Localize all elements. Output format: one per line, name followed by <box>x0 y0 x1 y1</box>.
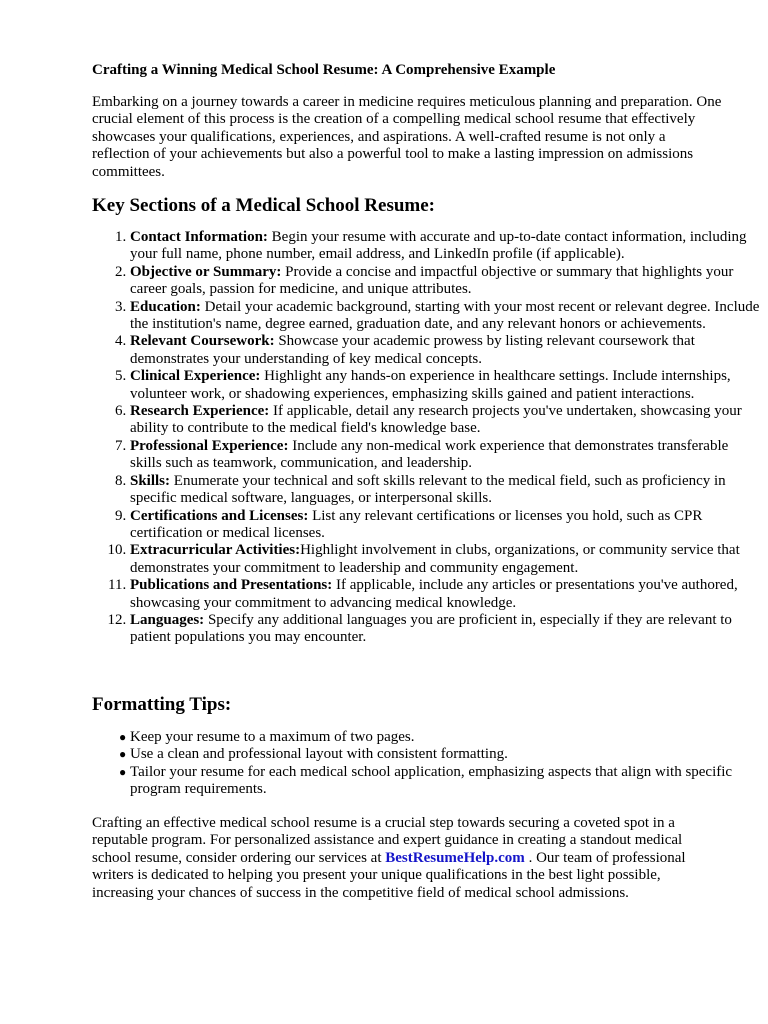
bestresumehelp-link[interactable]: BestResumeHelp.com <box>385 849 525 866</box>
document-title: Crafting a Winning Medical School Resume: A Comprehensive Example <box>92 62 556 78</box>
item-text: Provide a concise and impactful objective or summary that highlights your career goals, passion for medicine, and unique attributes. <box>130 263 734 298</box>
formatting-tips-list <box>92 729 760 799</box>
item-term: Professional Experience: <box>130 437 289 454</box>
item-text: Highlight involvement in clubs, organizations, or community service that demonstrates your commitment to leadership and community engagement. <box>130 542 740 576</box>
item-text: Begin your resume with accurate and up-to-date contact information, including your full name, phone number, email address, and LinkedIn profile (if applicable). <box>130 229 747 263</box>
item-term: Languages: <box>130 611 205 628</box>
list-item <box>130 333 760 368</box>
list-item <box>119 763 760 799</box>
item-text: If applicable, detail any research projects you've undertaken, showcasing your ability to contribute to the medical field's knowledge base. <box>130 403 742 437</box>
item-term: Skills: <box>130 472 171 489</box>
closing-paragraph <box>92 815 722 902</box>
formatting-tips-heading: Formatting Tips: <box>92 694 232 715</box>
tip-text: Use a clean and professional layout with consistent formatting. <box>130 746 508 763</box>
item-term: Certifications and Licenses: <box>130 507 309 524</box>
list-item <box>130 473 760 508</box>
item-text: Detail your academic background, starting with your most recent or relevant degree. Include the institution's name, degree earned, graduation date, and any relevant honors or achievements. <box>130 298 760 333</box>
key-sections-heading: Key Sections of a Medical School Resume: <box>92 195 436 216</box>
list-item <box>119 729 760 746</box>
item-term: Clinical Experience: <box>130 368 261 385</box>
item-term: Relevant Coursework: <box>130 333 275 350</box>
list-item <box>130 577 760 612</box>
list-item <box>119 746 760 763</box>
tip-text: Tailor your resume for each medical school application, emphasizing aspects that align with specific program requirements. <box>130 763 733 798</box>
item-text: Specify any additional languages you are proficient in, especially if they are relevant to patient populations you may encounter. <box>130 611 732 646</box>
bullet-icon: ● <box>119 764 127 779</box>
item-text: If applicable, include any articles or presentations you've authored, showcasing your commitment to advancing medical knowledge. <box>130 577 738 611</box>
item-term: Publications and Presentations: <box>130 577 333 594</box>
item-text: List any relevant certifications or licenses you hold, such as CPR certification or medical licenses. <box>130 507 703 541</box>
item-text: Include any non-medical work experience that demonstrates transferable skills such as teamwork, communication, and leadership. <box>130 437 729 472</box>
bullet-icon: ● <box>119 747 127 762</box>
item-text: Enumerate your technical and soft skills relevant to the medical field, such as proficiency in specific medical software, languages, or interpersonal skills. <box>130 472 726 507</box>
item-term: Extracurricular Activities: <box>130 542 301 559</box>
closing-text-end: . Our team of professional writers is dedicated to helping you present your unique qualifications in the best light possible, increasing your chances of success in the competitive field of medical school admissions. <box>92 849 686 901</box>
item-term: Education: <box>130 298 201 315</box>
item-text: Highlight any hands-on experience in healthcare settings. Include internships, volunteer work, or shadowing experiences, emphasizing skills gained and patient interactions. <box>130 368 731 402</box>
list-item <box>130 264 760 299</box>
list-item <box>130 508 760 543</box>
list-item <box>130 229 760 264</box>
item-term: Research Experience: <box>130 403 270 420</box>
list-item <box>130 299 760 334</box>
intro-paragraph: Embarking on a journey towards a career in medicine requires meticulous planning and preparation. One crucial element of this process is the creation of a compelling medical school resume that effectively showcases your qualifications, experiences, and aspirations. A well-crafted resume is not only a reflection of your achievements but also a powerful tool to make a lasting impression on admissions committees. <box>92 94 722 180</box>
bullet-icon: ● <box>119 730 127 744</box>
closing-text-start: Crafting an effective medical school resume is a crucial step towards securing a coveted spot in a reputable program. For personalized assistance and expert guidance in creating a standout medical school resume, consider ordering our services at <box>92 815 683 866</box>
list-item <box>130 542 760 577</box>
list-item <box>130 612 760 647</box>
item-text: Showcase your academic prowess by listing relevant coursework that demonstrates your understanding of key medical concepts. <box>130 333 695 367</box>
item-term: Contact Information: <box>130 229 268 245</box>
item-term: Objective or Summary: <box>130 263 282 280</box>
key-sections-list <box>92 229 760 647</box>
list-item <box>130 403 760 438</box>
list-item <box>130 368 760 403</box>
tip-text: Keep your resume to a maximum of two pages. <box>130 729 415 745</box>
list-item <box>130 438 760 473</box>
